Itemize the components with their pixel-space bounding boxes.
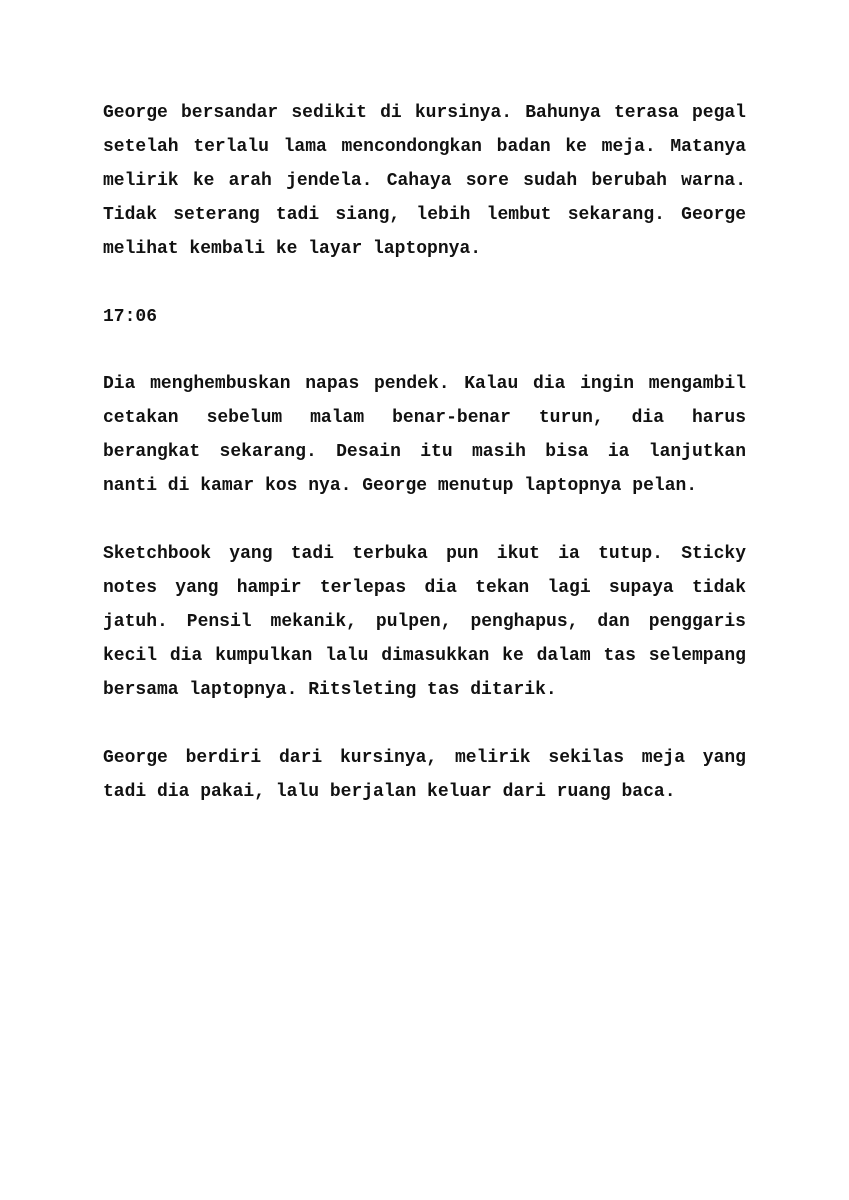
paragraph-george-leans-back: George bersandar sedikit di kursinya. Bahunya terasa pegal setelah terlalu lama mencondongkan badan ke meja. Matanya melirik ke arah jendela. Cahaya sore sudah berubah warna. Tidak seterang tadi siang, lebih lembut sekarang. George melihat kembali ke layar laptopnya. — [103, 103, 746, 259]
paragraph-deep-breath: Dia menghembuskan napas pendek. Kalau dia ingin mengambil cetakan sebelum malam benar-benar turun, dia harus berangkat sekarang. Desain itu masih bisa ia lanjutkan nanti di kamar kos nya. George menutup laptopnya pelan. — [103, 374, 746, 497]
paragraph-packing-up: Sketchbook yang tadi terbuka pun ikut ia tutup. Sticky notes yang hampir terlepas dia tekan lagi supaya tidak jatuh. Pensil mekanik, pulpen, penghapus, dan penggaris kecil dia kumpulkan lalu dimasukkan ke dalam tas selempang bersama laptopnya. Ritsleting tas ditarik. — [103, 544, 746, 700]
document-body — [103, 97, 746, 843]
timestamp-paragraph: 17:06 — [103, 306, 158, 327]
paragraph-leaving-room: George berdiri dari kursinya, melirik sekilas meja yang tadi dia pakai, lalu berjalan keluar dari ruang baca. — [103, 747, 746, 802]
